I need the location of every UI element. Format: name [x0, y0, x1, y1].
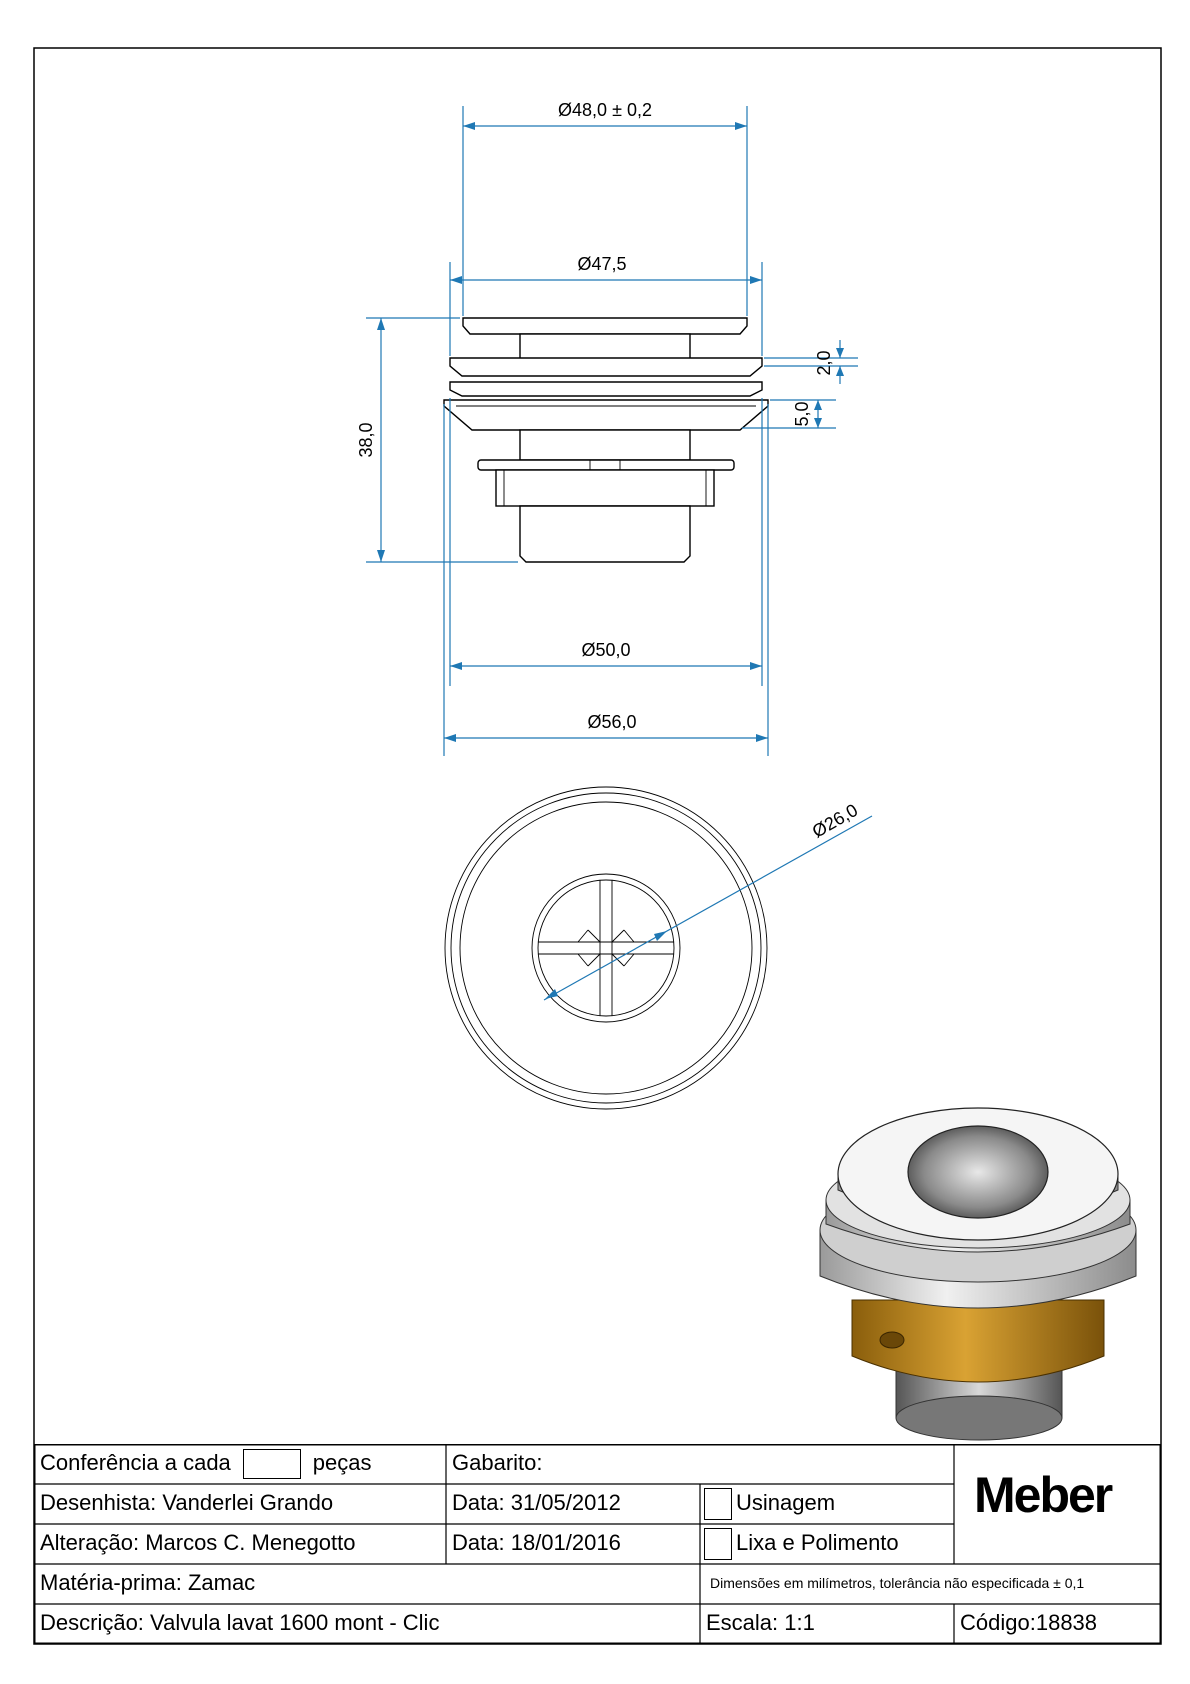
escala-cell: [700, 1604, 954, 1644]
dim-diameter-48: Ø48,0 ± 0,2: [558, 100, 652, 120]
descricao-value: Valvula lavat 1600 mont - Clic: [150, 1610, 440, 1635]
dim-diameter-56: Ø56,0: [587, 712, 637, 732]
codigo-value: 18838: [1035, 1610, 1098, 1635]
dim-diameter-50: Ø50,0: [581, 640, 631, 660]
materia-label: Matéria-prima:: [40, 1570, 182, 1595]
isometric-render: [820, 1108, 1136, 1440]
dim-diameter-26: Ø26,0: [808, 799, 862, 842]
dim-diameter-47-5: Ø47,5: [577, 254, 627, 274]
materia-cell: [34, 1564, 700, 1604]
data-alteracao-cell: [446, 1524, 700, 1564]
gabarito-label: Gabarito:: [452, 1450, 543, 1475]
lixa-label: Lixa e Polimento: [736, 1530, 899, 1555]
alteracao-label: Alteração:: [40, 1530, 140, 1555]
conferencia-unit: peças: [312, 1450, 372, 1475]
desenhista-cell: [34, 1484, 446, 1524]
codigo-label: Código:: [960, 1610, 1036, 1635]
descricao-label: Descrição:: [40, 1610, 144, 1635]
data-desenho-value: 31/05/2012: [510, 1490, 621, 1515]
desenhista-label: Desenhista:: [40, 1490, 157, 1515]
codigo-cell: [954, 1604, 1161, 1644]
materia-value: Zamac: [187, 1570, 256, 1595]
conferencia-label: Conferência a cada: [40, 1450, 231, 1475]
top-view: [445, 787, 872, 1109]
descricao-cell: [34, 1604, 700, 1644]
dim-thickness-2: 2,0: [814, 350, 834, 376]
data-alteracao-label: Data:: [452, 1530, 505, 1555]
data-alteracao-value: 18/01/2016: [510, 1530, 621, 1555]
usinagem-label: Usinagem: [736, 1490, 836, 1515]
tolerancia-note: Dimensões em milímetros, tolerância não especificada ± 0,1: [710, 1575, 1085, 1591]
usinagem-cell: [700, 1484, 954, 1524]
alteracao-cell: [34, 1524, 446, 1564]
conferencia-count-box[interactable]: [243, 1449, 301, 1479]
escala-value: 1:1: [784, 1610, 815, 1635]
gabarito-cell: [446, 1444, 954, 1484]
data-desenho-cell: [446, 1484, 700, 1524]
lixa-checkbox[interactable]: [704, 1528, 732, 1560]
usinagem-checkbox[interactable]: [704, 1488, 732, 1520]
dim-thickness-5: 5,0: [792, 401, 812, 427]
lixa-cell: [700, 1524, 954, 1564]
title-block: [34, 1444, 1161, 1644]
desenhista-value: Vanderlei Grando: [162, 1490, 334, 1515]
alteracao-value: Marcos C. Menegotto: [145, 1530, 356, 1555]
data-desenho-label: Data:: [452, 1490, 505, 1515]
escala-label: Escala:: [706, 1610, 779, 1635]
conferencia-cell: [34, 1444, 446, 1484]
dim-height-38: 38,0: [356, 422, 376, 458]
meber-logo: Meber: [974, 1467, 1112, 1523]
side-view: [444, 318, 768, 562]
